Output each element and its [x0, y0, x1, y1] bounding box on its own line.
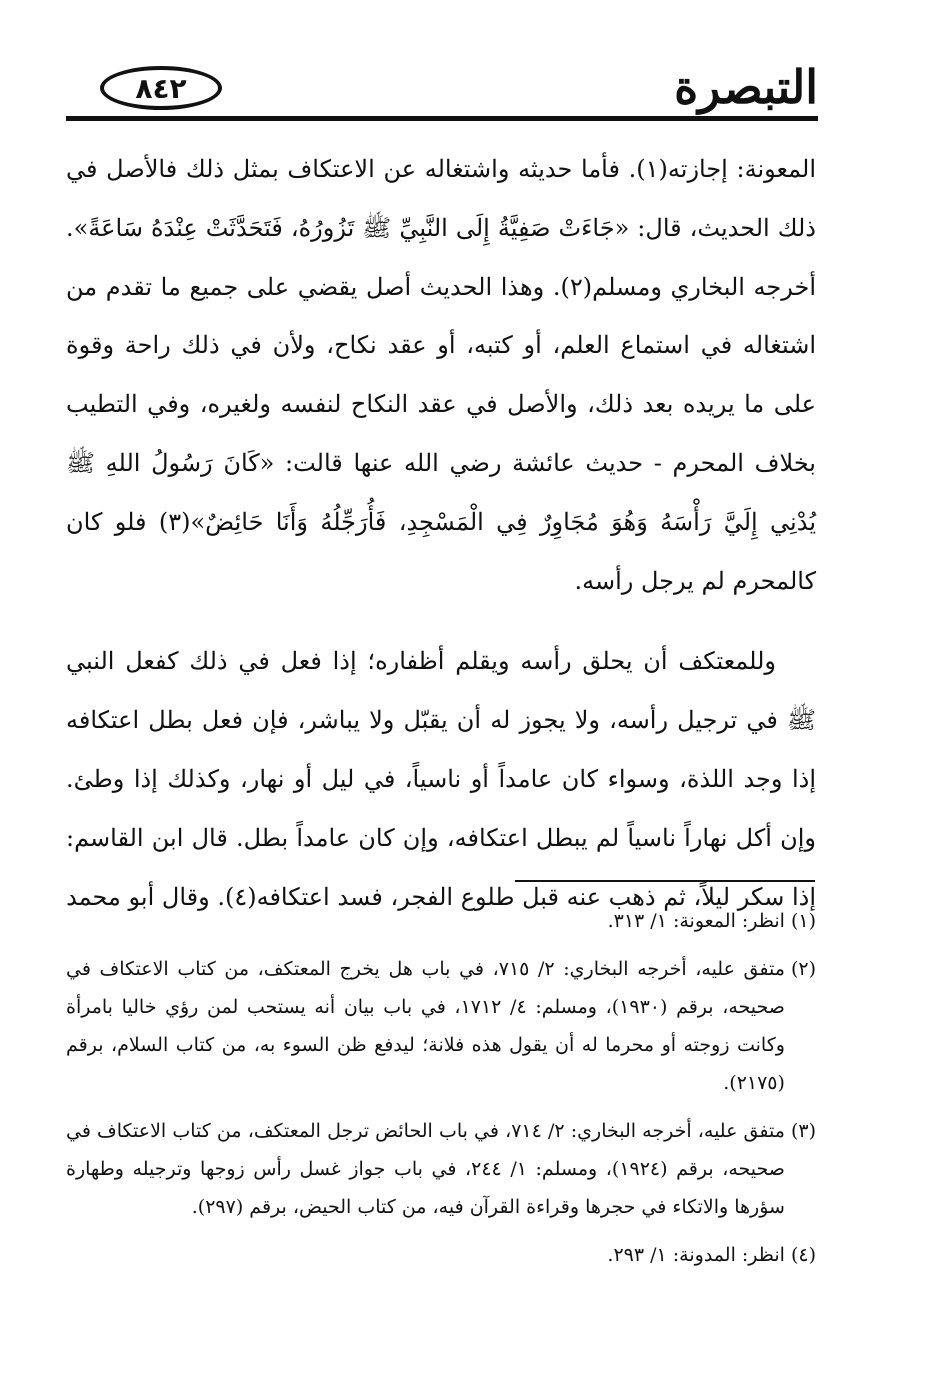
- main-text: [66, 140, 816, 926]
- page-number-badge: [100, 66, 222, 110]
- header-rule: [66, 116, 818, 121]
- footnote-number: (٣): [790, 1120, 816, 1142]
- footnote-number: (٤): [790, 1244, 816, 1266]
- running-title: التبصرة: [674, 60, 818, 114]
- footnote-text: متفق عليه، أخرجه البخاري: ٢/ ٧١٤، في باب الحائض ترجل المعتكف، من كتاب الاعتكاف في صحيحه، برقم (١٩٢٤)، ومسلم: ١/ ٢٤٤، في باب جواز غسل رأس زوجها وترجيله وطهارة سؤرها والاتكاء في حجرها وقراءة القرآن فيه، من كتاب الحيض، برقم (٢٩٧).: [66, 1120, 785, 1218]
- footnote-3: [66, 1112, 816, 1226]
- page-header: [66, 52, 818, 128]
- footnote-number: (١): [790, 910, 816, 932]
- footnote-4: [66, 1236, 816, 1274]
- footnote-text: متفق عليه، أخرجه البخاري: ٢/ ٧١٥، في باب هل يخرج المعتكف، من كتاب الاعتكاف في صحيحه، برقم (١٩٣٠)، ومسلم: ٤/ ١٧١٢، في باب بيان أنه يستحب لمن رؤي خاليا بامرأة وكانت زوجته أو محرما له أن يقول هذه فلانة؛ ليدفع ظن السوء به، من كتاب السلام، برقم (٢١٧٥).: [66, 958, 785, 1094]
- paragraph-1: المعونة: إجازته(١). فأما حديثه واشتغاله عن الاعتكاف بمثل ذلك فالأصل في ذلك الحديث، قال: «جَاءَتْ صَفِيَّةُ إِلَى النَّبِيِّ ﷺ تَزُورُهُ، فَتَحَدَّثَتْ عِنْدَهُ سَاعَةً». أخرجه البخاري ومسلم(٢). وهذا الحديث أصل يقضي على جميع ما تقدم من اشتغاله في استماع العلم، أو كتبه، أو عقد نكاح، ولأن في ذلك راحة وقوة على ما يريده بعد ذلك، والأصل في عقد النكاح لنفسه ولغيره، وفي التطيب بخلاف المحرم - حديث عائشة رضي الله عنها قالت: «كَانَ رَسُولُ اللهِ ﷺ يُدْنِي إِلَيَّ رَأْسَهُ وَهُوَ مُجَاوِرٌ فِي الْمَسْجِدِ، فَأُرَجِّلُهُ وَأَنَا حَائِضٌ»(٣) فلو كان كالمحرم لم يرجل رأسه.: [66, 155, 817, 595]
- page-number: ٨٤٢: [135, 71, 187, 105]
- footnote-1: [66, 902, 816, 940]
- footnote-2: [66, 950, 816, 1102]
- footnote-number: (٢): [790, 958, 816, 980]
- paragraph-2: وللمعتكف أن يحلق رأسه ويقلم أظفاره؛ إذا فعل في ذلك كفعل النبي ﷺ في ترجيل رأسه، ولا يجوز له أن يقبّل ولا يباشر، فإن فعل بطل اعتكافه إذا وجد اللذة، وسواء كان عامداً أو ناسياً، في ليل أو نهار، وكذلك إذا وطئ. وإن أكل نهاراً ناسياً لم يبطل اعتكافه، وإن كان عامداً بطل. قال ابن القاسم: إذا سكر ليلاً، ثم ذهب عنه قبل طلوع الفجر، فسد اعتكافه(٤). وقال أبو محمد: [66, 647, 816, 911]
- footnotes: [66, 902, 816, 1284]
- footnote-text: انظر: المدونة: ١/ ٢٩٣.: [607, 1244, 785, 1266]
- footnote-separator: [515, 880, 815, 882]
- footnote-text: انظر: المعونة: ١/ ٣١٣.: [607, 910, 785, 932]
